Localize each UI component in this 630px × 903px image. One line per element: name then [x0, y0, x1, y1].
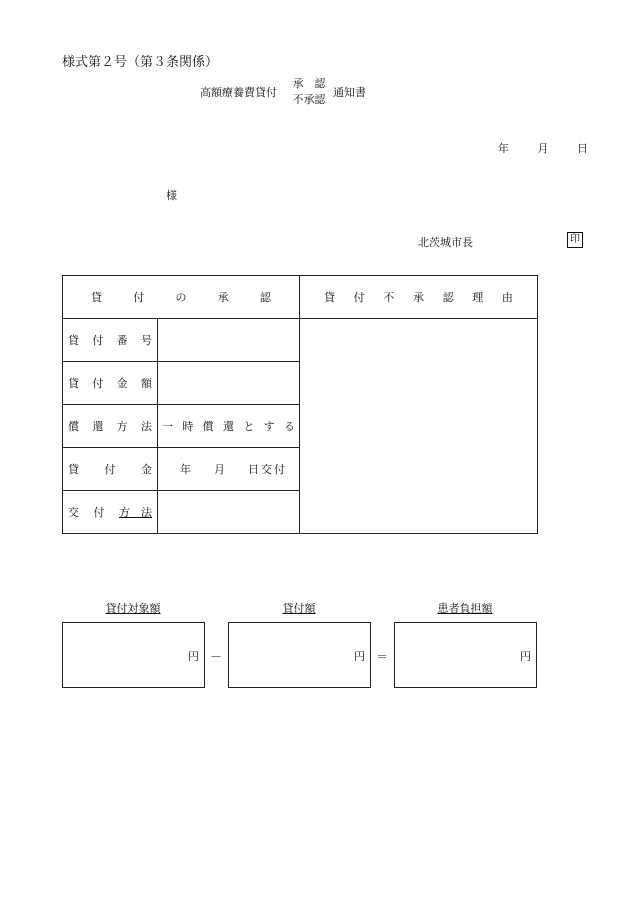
rejection-header-char: 不: [383, 291, 395, 304]
rejection-header-char: 承: [412, 291, 425, 304]
repayment-method-value: [158, 405, 300, 448]
loan-amount-field[interactable]: [158, 362, 300, 405]
patient-burden-label: 患者負担額: [437, 602, 493, 615]
value-char: る: [283, 420, 295, 433]
approval-header-char: 貸: [91, 291, 103, 304]
title-prefix: 高額療養費貸付: [200, 86, 277, 99]
label-char: 付: [92, 377, 104, 390]
title-approval-options: [289, 76, 329, 108]
label-char: 番: [116, 334, 128, 347]
value-char: と: [243, 420, 255, 433]
value-char: 一: [162, 420, 173, 433]
issue-date-month: 月: [214, 463, 225, 476]
repayment-method-label: [63, 405, 158, 448]
yen-unit: 円: [354, 650, 365, 663]
loan-decision-table: [62, 275, 538, 534]
label-char: 償: [68, 420, 79, 433]
value-char: す: [263, 420, 275, 433]
title-option-reject: 不承認: [292, 93, 326, 106]
approval-header-char: 付: [133, 291, 145, 304]
approval-header-char: 承: [217, 291, 229, 304]
date-line: [498, 140, 588, 156]
date-month: 月: [537, 142, 549, 155]
issue-date-field[interactable]: [158, 448, 300, 491]
issue-date-year: 年: [180, 463, 191, 476]
date-year: 年: [498, 142, 509, 155]
label-char: 金: [116, 377, 128, 390]
label-char: 付: [92, 334, 104, 347]
rejection-header-char: 由: [501, 291, 513, 304]
loan-funds-label: [63, 448, 158, 491]
approval-header: [63, 276, 300, 319]
title-suffix: 通知書: [333, 86, 366, 99]
loan-amount-label: [63, 362, 158, 405]
label-char: 方: [116, 420, 128, 433]
label-char: 額: [140, 377, 152, 390]
loan-target-amount-box[interactable]: [62, 622, 205, 688]
yen-unit: 円: [188, 650, 199, 663]
date-day: 日: [577, 142, 588, 155]
minus-sign: －: [210, 650, 223, 664]
issue-date-day: 日交付: [248, 463, 287, 476]
loan-amount-box-label: 貸付額: [282, 602, 316, 615]
table-header-row: [63, 276, 538, 319]
value-char: 時: [182, 420, 194, 433]
delivery-method-label: [63, 491, 158, 534]
label-underlined: 方 法: [119, 506, 152, 519]
loan-number-field[interactable]: [158, 319, 300, 362]
value-char: 還: [222, 420, 234, 433]
loan-amount-box[interactable]: [228, 622, 371, 688]
rejection-reason-field[interactable]: [300, 319, 538, 534]
label-char: 貸: [68, 463, 79, 476]
approval-header-char: の: [175, 291, 187, 304]
loan-number-label: [63, 319, 158, 362]
patient-burden-box[interactable]: [394, 622, 537, 688]
approval-header-char: 認: [259, 291, 271, 304]
label-char: 号: [140, 334, 152, 347]
delivery-method-field[interactable]: [158, 491, 300, 534]
label-char: 法: [140, 420, 152, 433]
label-char: 交: [68, 506, 79, 519]
label-char: 付: [104, 463, 116, 476]
label-char: 付: [93, 506, 105, 519]
label-char: 還: [92, 420, 104, 433]
yen-unit: 円: [520, 650, 531, 663]
rejection-header-char: 認: [442, 291, 454, 304]
label-char: 貸: [68, 334, 79, 347]
label-char: 金: [141, 463, 152, 476]
form-number: 様式第２号（第３条関係）: [62, 55, 219, 70]
value-char: 償: [202, 420, 214, 433]
loan-target-amount-label: 貸付対象額: [105, 602, 161, 615]
table-row: [63, 319, 538, 362]
seal-icon: 印: [567, 232, 583, 248]
rejection-header-char: 理: [472, 291, 484, 304]
rejection-reason-header: [300, 276, 538, 319]
equals-sign: ＝: [376, 650, 389, 664]
addressee-suffix: 様: [166, 189, 177, 202]
rejection-header-char: 貸: [324, 291, 336, 304]
title-option-approve: 承 認: [292, 77, 326, 90]
label-char: 貸: [68, 377, 79, 390]
rejection-header-char: 付: [353, 291, 365, 304]
issuer-name: 北茨城市長: [418, 236, 473, 249]
